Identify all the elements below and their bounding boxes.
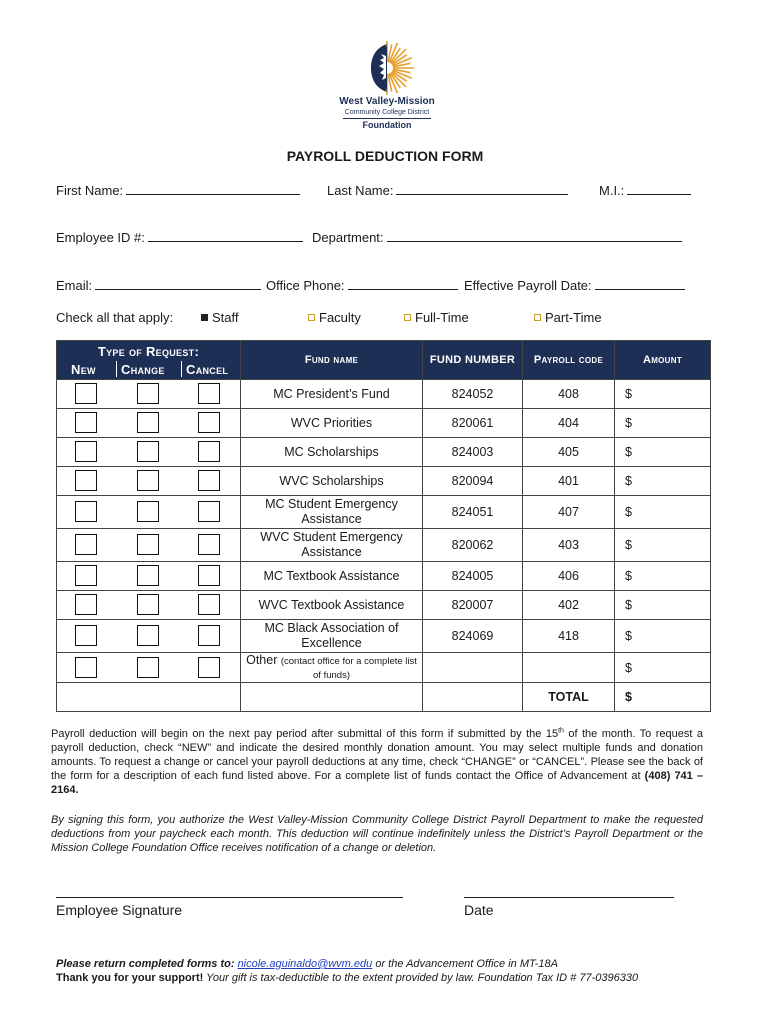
amount-cell[interactable]: $ — [615, 529, 711, 562]
amount-cell[interactable]: $ — [615, 591, 711, 620]
advancement-phone: (408) 741 – 2164. — [51, 770, 704, 796]
full-time-checkbox[interactable] — [404, 314, 411, 321]
employee-signature-label: Employee Signature — [56, 902, 183, 918]
payroll-code-cell: 403 — [523, 529, 615, 562]
amount-cell[interactable]: $ — [615, 438, 711, 467]
fund-name-cell: WVC Student Emergency Assistance — [241, 529, 423, 562]
fund-number-cell: 824003 — [423, 438, 523, 467]
request-checkboxes — [57, 496, 241, 529]
part-time-checkbox[interactable] — [534, 314, 541, 321]
option-faculty[interactable] — [308, 310, 361, 325]
instructions-text-b: of the month. To request a payroll deduction, check “NEW” and indicate the desired monthly donation amount. You may select multiple funds and donation amounts. To request a change or cancel your payroll deductions at any time, check “CHANGE” or “CANCEL”. Please see the back of the form for a description of each fund listed above. For a complete list of funds contact the Office of Advancement at — [51, 728, 703, 782]
amount-cell[interactable]: $ — [615, 562, 711, 591]
change-checkbox[interactable] — [137, 501, 159, 522]
fund-number-cell: 820062 — [423, 529, 523, 562]
type-of-request-label: Type of Request: — [97, 344, 200, 359]
first-name-line[interactable] — [126, 183, 300, 195]
effective-date-line[interactable] — [595, 278, 685, 290]
new-checkbox[interactable] — [75, 383, 97, 404]
total-label: TOTAL — [523, 683, 615, 712]
request-checkboxes — [57, 380, 241, 409]
header-divider — [181, 361, 182, 377]
payroll-code-cell: 406 — [523, 562, 615, 591]
fund-name-cell: MC Textbook Assistance — [241, 562, 423, 591]
instructions-sup: th — [558, 727, 564, 735]
change-checkbox[interactable] — [137, 594, 159, 615]
email-field[interactable] — [56, 278, 261, 293]
table-row — [57, 620, 711, 653]
fund-number-cell: 824069 — [423, 620, 523, 653]
mi-line[interactable] — [627, 183, 691, 195]
part-time-label: Part-Time — [545, 310, 602, 325]
new-checkbox[interactable] — [75, 534, 97, 555]
return-instructions — [56, 958, 558, 970]
department-label: Department: — [312, 230, 384, 245]
cancel-checkbox[interactable] — [198, 625, 220, 646]
request-checkboxes — [57, 620, 241, 653]
fund-name-cell: MC Scholarships — [241, 438, 423, 467]
table-row — [57, 591, 711, 620]
other-fund-cell[interactable] — [241, 653, 423, 683]
mi-field[interactable] — [599, 183, 691, 198]
other-amount-cell[interactable]: $ — [615, 653, 711, 683]
request-checkboxes — [57, 529, 241, 562]
empty-cell — [241, 683, 423, 712]
option-full-time[interactable] — [404, 310, 469, 325]
cancel-checkbox[interactable] — [198, 470, 220, 491]
request-checkboxes — [57, 653, 241, 683]
fund-number-cell: 824005 — [423, 562, 523, 591]
fund-name-cell: MC Student Emergency Assistance — [241, 496, 423, 529]
department-field[interactable] — [312, 230, 682, 245]
faculty-label: Faculty — [319, 310, 361, 325]
instructions-text-a: Payroll deduction will begin on the next pay period after submittal of this form if submitted by the 15 — [51, 728, 559, 740]
change-checkbox[interactable] — [137, 383, 159, 404]
effective-date-label: Effective Payroll Date: — [464, 278, 592, 293]
fund-number-cell: 824052 — [423, 380, 523, 409]
logo-emblem-icon — [357, 40, 417, 96]
table-row — [57, 380, 711, 409]
new-checkbox[interactable] — [75, 565, 97, 586]
employee-signature-line[interactable] — [56, 897, 403, 898]
fund-number-cell: 824051 — [423, 496, 523, 529]
amount-cell[interactable]: $ — [615, 620, 711, 653]
check-all-label: Check all that apply: — [56, 310, 174, 325]
amount-header: Amount — [615, 341, 711, 380]
option-staff[interactable] — [201, 310, 239, 325]
new-header: New — [71, 362, 96, 377]
cancel-checkbox[interactable] — [198, 594, 220, 615]
payroll-code-cell: 401 — [523, 467, 615, 496]
change-checkbox[interactable] — [137, 441, 159, 462]
mi-label: M.I.: — [599, 183, 625, 198]
employee-id-label: Employee ID #: — [56, 230, 145, 245]
payroll-code-cell: 407 — [523, 496, 615, 529]
full-time-label: Full-Time — [415, 310, 469, 325]
type-of-request-header — [57, 341, 241, 380]
payroll-code-cell: 405 — [523, 438, 615, 467]
fund-name-cell: MC President’s Fund — [241, 380, 423, 409]
fund-name-header: Fund name — [241, 341, 423, 380]
new-checkbox[interactable] — [75, 501, 97, 522]
first-name-label: First Name: — [56, 183, 124, 198]
request-checkboxes — [57, 562, 241, 591]
new-checkbox[interactable] — [75, 441, 97, 462]
other-note: (contact office for a complete list of funds) — [280, 655, 417, 681]
request-checkboxes — [57, 438, 241, 467]
cancel-checkbox[interactable] — [198, 565, 220, 586]
foundation-logo — [332, 40, 442, 135]
employee-id-field[interactable] — [56, 230, 303, 245]
change-checkbox[interactable] — [137, 534, 159, 555]
new-checkbox[interactable] — [75, 412, 97, 433]
cancel-header: Cancel — [186, 362, 229, 377]
request-checkboxes — [57, 409, 241, 438]
return-rest: or the Advancement Office in MT-18A — [372, 958, 558, 970]
table-header-row — [57, 341, 711, 380]
email-label: Email: — [56, 278, 93, 293]
date-label: Date — [464, 902, 494, 918]
first-name-field[interactable] — [56, 183, 300, 198]
email-line[interactable] — [95, 278, 261, 290]
change-checkbox[interactable] — [137, 565, 159, 586]
date-line[interactable] — [464, 897, 674, 898]
fund-number-cell: 820007 — [423, 591, 523, 620]
header-divider — [116, 361, 117, 377]
amount-cell[interactable]: $ — [615, 496, 711, 529]
table-row-other — [57, 653, 711, 683]
last-name-label: Last Name: — [327, 183, 394, 198]
form-title: PAYROLL DEDUCTION FORM — [286, 148, 484, 164]
cancel-checkbox[interactable] — [198, 412, 220, 433]
table-row — [57, 496, 711, 529]
new-checkbox[interactable] — [75, 470, 97, 491]
payroll-code-cell: 418 — [523, 620, 615, 653]
fund-name-cell: WVC Priorities — [241, 409, 423, 438]
payroll-code-header: Payroll code — [523, 341, 615, 380]
cancel-checkbox[interactable] — [198, 441, 220, 462]
office-phone-field[interactable] — [266, 278, 458, 293]
thanks-label: Thank you for your support! — [56, 972, 204, 984]
cancel-checkbox[interactable] — [198, 657, 220, 678]
fund-table — [56, 340, 711, 712]
cancel-checkbox[interactable] — [198, 534, 220, 555]
option-part-time[interactable] — [534, 310, 602, 325]
staff-label: Staff — [212, 310, 239, 325]
amount-cell[interactable]: $ — [615, 467, 711, 496]
change-checkbox[interactable] — [137, 625, 159, 646]
request-checkboxes — [57, 467, 241, 496]
new-checkbox[interactable] — [75, 594, 97, 615]
employee-id-line[interactable] — [148, 230, 303, 242]
thanks-line — [56, 972, 638, 984]
instructions-paragraph — [51, 727, 703, 797]
logo-line-3: Foundation — [362, 120, 412, 130]
authorization-paragraph: By signing this form, you authorize the West Valley-Mission Community College District Payroll Department to make the requested deductions from your paycheck each month. This deduction will continue indefinitely unless the District’s Payroll Department or the Mission College Foundation Office receives notification of a change or deletion. — [51, 814, 703, 854]
table-row — [57, 467, 711, 496]
payroll-code-cell: 408 — [523, 380, 615, 409]
fund-number-cell: 820094 — [423, 467, 523, 496]
total-amount-cell: $ — [615, 683, 711, 712]
fund-name-cell: WVC Textbook Assistance — [241, 591, 423, 620]
new-checkbox[interactable] — [75, 657, 97, 678]
logo-divider — [343, 118, 431, 119]
table-row — [57, 438, 711, 467]
empty-cell — [423, 653, 523, 683]
empty-cell — [423, 683, 523, 712]
logo-line-1: West Valley-Mission — [339, 96, 435, 107]
payroll-code-cell: 402 — [523, 591, 615, 620]
new-checkbox[interactable] — [75, 625, 97, 646]
amount-cell[interactable]: $ — [615, 409, 711, 438]
fund-name-cell: MC Black Association of Excellence — [241, 620, 423, 653]
empty-cell — [57, 683, 241, 712]
return-label: Please return completed forms to: — [56, 958, 235, 970]
payroll-code-cell: 404 — [523, 409, 615, 438]
return-email-link[interactable]: nicole.aguinaldo@wvm.edu — [237, 958, 373, 970]
last-name-line[interactable] — [396, 183, 568, 195]
fund-number-cell: 820061 — [423, 409, 523, 438]
other-label: Other — [246, 652, 278, 667]
fund-number-header: FUND NUMBER — [423, 341, 523, 380]
staff-checkbox[interactable] — [201, 314, 208, 321]
department-line[interactable] — [387, 230, 682, 242]
last-name-field[interactable] — [327, 183, 568, 198]
change-checkbox[interactable] — [137, 412, 159, 433]
empty-cell — [523, 653, 615, 683]
table-row-total — [57, 683, 711, 712]
change-checkbox[interactable] — [137, 470, 159, 491]
office-phone-label: Office Phone: — [266, 278, 345, 293]
logo-line-2: Community College District — [344, 109, 430, 116]
request-checkboxes — [57, 591, 241, 620]
cancel-checkbox[interactable] — [198, 383, 220, 404]
table-row — [57, 529, 711, 562]
faculty-checkbox[interactable] — [308, 314, 315, 321]
amount-cell[interactable]: $ — [615, 380, 711, 409]
thanks-rest: Your gift is tax-deductible to the extent provided by law. Foundation Tax ID # 77-0396330 — [203, 972, 639, 984]
change-header: Change — [121, 362, 165, 377]
table-row — [57, 409, 711, 438]
effective-date-field[interactable] — [464, 278, 685, 293]
office-phone-line[interactable] — [348, 278, 458, 290]
change-checkbox[interactable] — [137, 657, 159, 678]
fund-name-cell: WVC Scholarships — [241, 467, 423, 496]
table-row — [57, 562, 711, 591]
cancel-checkbox[interactable] — [198, 501, 220, 522]
